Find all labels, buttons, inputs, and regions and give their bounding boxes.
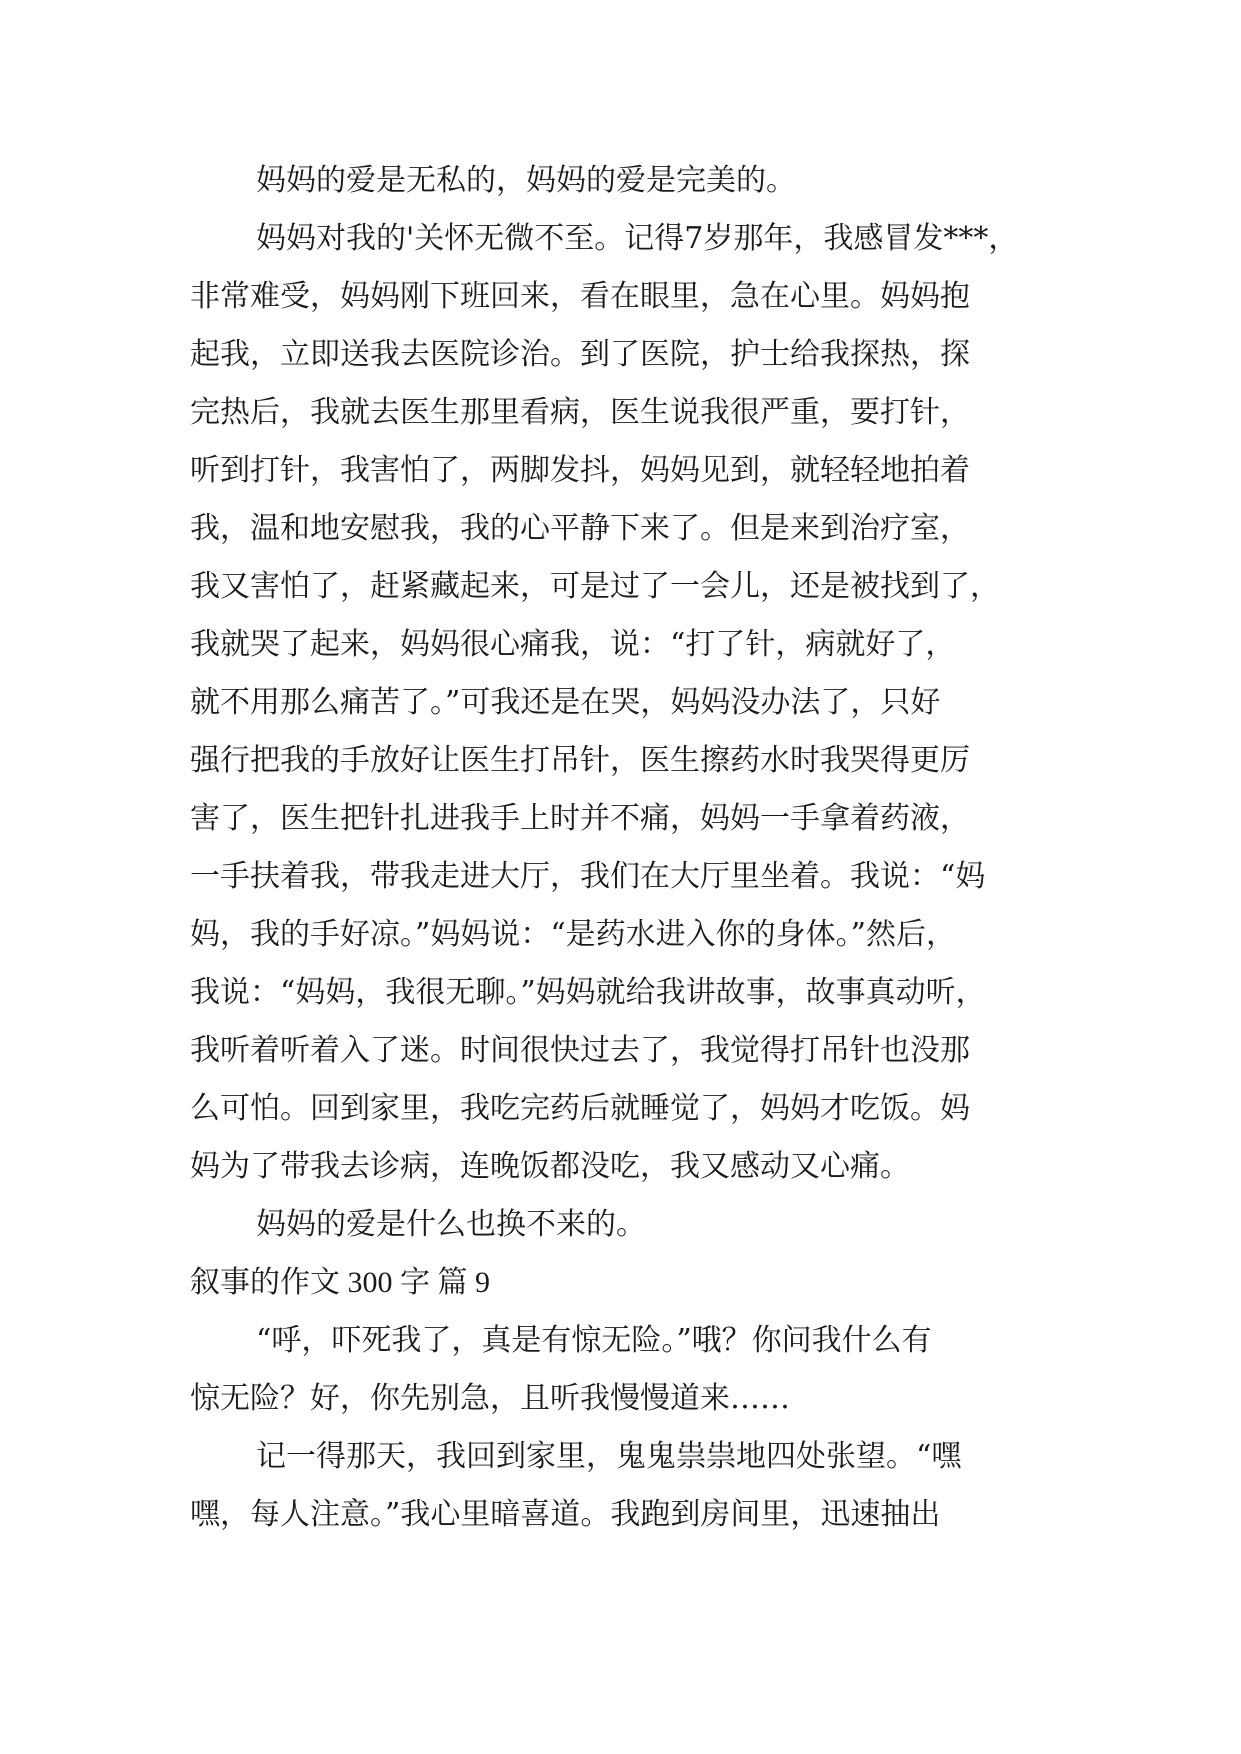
paragraph-line: 我又害怕了，赶紧藏起来，可是过了一会儿，还是被找到了，: [190, 569, 1000, 604]
paragraph-line: 妈妈的爱是什么也换不来的。: [256, 1207, 646, 1242]
paragraph-line: 起我，立即送我去医院诊治。到了医院，护士给我探热，探: [190, 337, 970, 372]
paragraph-line: 妈妈对我的'关怀无微不至。记得7岁那年，我感冒发***，: [256, 221, 1019, 256]
paragraph-line: 我就哭了起来，妈妈很心痛我，说：“打了针，病就好了，: [190, 627, 956, 662]
paragraph-line: 妈，我的手好凉。”妈妈说：“是药水进入你的身体。”然后，: [190, 917, 957, 952]
paragraph-line: 我，温和地安慰我，我的心平静下来了。但是来到治疗室，: [190, 511, 970, 546]
section-heading: 叙事的作文 300 字 篇 9: [190, 1266, 490, 1299]
paragraph-line: “呼，吓死我了，真是有惊无险。”哦？你问我什么有: [256, 1323, 932, 1358]
paragraph-line: 害了，医生把针扎进我手上时并不痛，妈妈一手拿着药液，: [190, 801, 970, 836]
paragraph-line: 妈为了带我去诊病，连晚饭都没吃，我又感动又心痛。: [190, 1149, 910, 1184]
paragraph-line: 听到打针，我害怕了，两脚发抖，妈妈见到，就轻轻地拍着: [190, 453, 970, 488]
paragraph-line: 就不用那么痛苦了。”可我还是在哭，妈妈没办法了，只好: [190, 685, 941, 720]
paragraph-line: 我听着听着入了迷。时间很快过去了，我觉得打吊针也没那: [190, 1033, 970, 1068]
paragraph-line: 惊无险？好，你先别急，且听我慢慢道来……: [190, 1381, 790, 1416]
paragraph-line: 么可怕。回到家里，我吃完药后就睡觉了，妈妈才吃饭。妈: [190, 1091, 970, 1126]
paragraph-line: 妈妈的爱是无私的，妈妈的爱是完美的。: [256, 163, 796, 198]
paragraph-line: 我说：“妈妈，我很无聊。”妈妈就给我讲故事，故事真动听，: [190, 975, 986, 1010]
paragraph-line: 一手扶着我，带我走进大厅，我们在大厅里坐着。我说：“妈: [190, 859, 986, 894]
document-body: [190, 152, 1070, 1544]
paragraph-line: 完热后，我就去医生那里看病，医生说我很严重，要打针，: [190, 395, 970, 430]
paragraph-line: 非常难受，妈妈刚下班回来，看在眼里，急在心里。妈妈抱: [190, 279, 970, 314]
paragraph-line: 记一得那天，我回到家里，鬼鬼祟祟地四处张望。“嘿: [256, 1439, 962, 1474]
paragraph-line: 强行把我的手放好让医生打吊针，医生擦药水时我哭得更厉: [190, 743, 970, 778]
paragraph-line: 嘿，每人注意。”我心里暗喜道。我跑到房间里，迅速抽出: [190, 1497, 941, 1532]
